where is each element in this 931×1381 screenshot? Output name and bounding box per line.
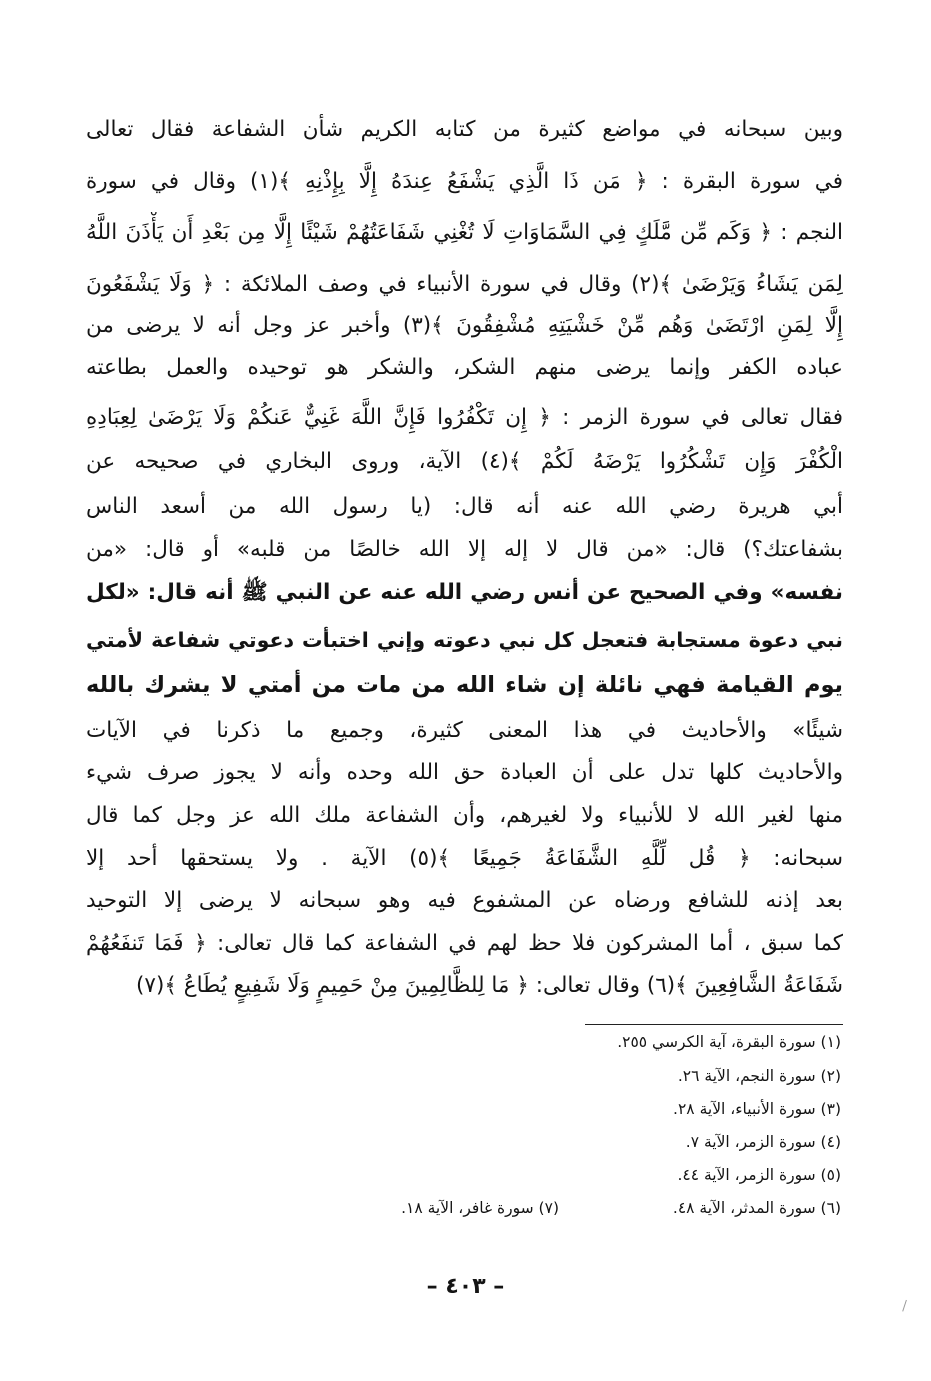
footnote: (٥) سورة الزمر، الآية ٤٤. — [677, 1166, 841, 1184]
body-line: نفسه» وفي الصحيح عن أنس رضي الله عنه عن النبي ﷺ أنه قال: «لكل — [86, 580, 843, 605]
body-line: عباده الكفر وإنما يرضى منهم الشكر، والشكر هو توحيده والعمل بطاعته — [86, 355, 843, 380]
footnote: (٧) سورة غافر، الآية ١٨. — [401, 1199, 559, 1217]
body-line: سبحانه: ﴿ قُل لِّلَّهِ الشَّفَاعَةُ جَمِيعًا ﴾(٥) الآية . ولا يستحقها أحد إلا — [86, 846, 843, 871]
body-line: شَفَاعَةُ الشَّافِعِينَ ﴾(٦) وقال تعالى: ﴿ مَا لِلظَّالِمِينَ مِنْ حَمِيمٍ وَلَا شَفِيعٍ يُطَاعُ ﴾(٧) — [136, 973, 843, 998]
footnote: (٢) سورة النجم، الآية ٢٦. — [677, 1067, 841, 1085]
footnote: (٦) سورة المدثر، الآية ٤٨. — [672, 1199, 841, 1217]
body-line: فقال تعالى في سورة الزمر : ﴿ إِن تَكْفُرُوا فَإِنَّ اللَّهَ غَنِيٌّ عَنكُمْ وَلَا يَرْضَىٰ لِعِبَادِهِ — [86, 405, 843, 430]
body-line: النجم : ﴿ وَكَم مِّن مَّلَكٍ فِي السَّمَاوَاتِ لَا تُغْنِي شَفَاعَتُهُمْ شَيْئًا إِلَّا مِن بَعْدِ أَن يَأْذَنَ اللَّهُ — [86, 220, 843, 245]
body-line: الْكُفْرَ وَإِن تَشْكُرُوا يَرْضَهُ لَكُمْ ﴾(٤) الآية، وروى البخاري في صحيحه عن — [86, 449, 843, 474]
body-line: منها لغير الله لا للأنبياء ولا لغيرهم، وأن الشفاعة ملك الله عز وجل كما قال — [86, 803, 843, 828]
scan-mark — [902, 1300, 909, 1312]
footnote: (٣) سورة الأنبياء، الآية ٢٨. — [673, 1100, 841, 1118]
body-line: بعد إذنه للشافع ورضاه عن المشفوع فيه وهو سبحانه لا يرضى إلا التوحيد — [86, 888, 843, 913]
body-line: لِمَن يَشَاءُ وَيَرْضَىٰ ﴾(٢) وقال في سورة الأنبياء في وصف الملائكة : ﴿ وَلَا يَشْفَعُونَ — [86, 272, 843, 297]
body-line: وبين سبحانه في مواضع كثيرة من كتابه الكريم شأن الشفاعة فقال تعالى — [86, 117, 843, 142]
body-line: في سورة البقرة : ﴿ مَن ذَا الَّذِي يَشْفَعُ عِندَهُ إِلَّا بِإِذْنِهِ ﴾(١) وقال في سورة — [86, 169, 843, 194]
footnote-separator — [585, 1024, 843, 1025]
body-line: يوم القيامة فهي نائلة إن شاء الله من مات من أمتي لا يشرك بالله — [86, 672, 843, 698]
body-line: بشفاعتك؟) قال: «من قال لا إله إلا الله خالصًا من قلبه» أو قال: «من — [86, 537, 843, 562]
body-line: والأحاديث كلها تدل على أن العبادة حق الله وحده وأنه لا يجوز صرف شيء — [86, 760, 843, 785]
page-number: – ٤٠٣ – — [426, 1274, 505, 1299]
body-line: إِلَّا لِمَنِ ارْتَضَىٰ وَهُم مِّنْ خَشْيَتِهِ مُشْفِقُونَ ﴾(٣) وأخبر عز وجل أنه لا يرضى من — [86, 313, 843, 338]
body-line: شيئًا» والأحاديث في هذا المعنى كثيرة، وجميع ما ذكرنا في الآيات — [86, 718, 843, 743]
footnote: (١) سورة البقرة، آية الكرسي ٢٥٥. — [617, 1033, 841, 1051]
body-line: نبي دعوة مستجابة فتعجل كل نبي دعوته وإني اختبأت دعوتي شفاعة لأمتي — [86, 628, 843, 652]
footnote: (٤) سورة الزمر، الآية ٧. — [685, 1133, 841, 1151]
body-line: أبي هريرة رضي الله عنه أنه قال: (يا رسول الله من أسعد الناس — [86, 494, 843, 519]
body-line: كما سبق ، أما المشركون فلا حظ لهم في الشفاعة كما قال تعالى: ﴿ فَمَا تَنفَعُهُمْ — [86, 931, 843, 956]
